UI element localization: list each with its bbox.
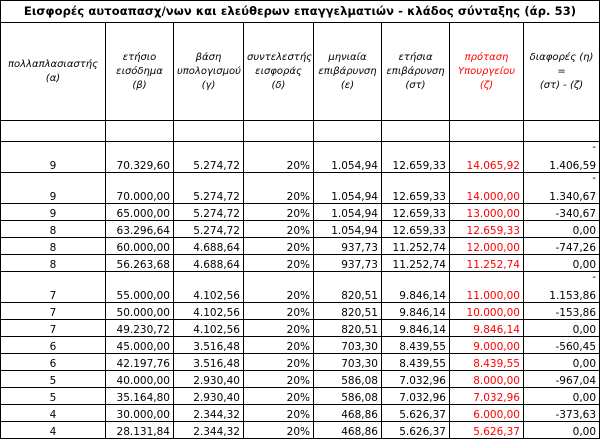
cell-annual-charge: 12.659,33	[382, 204, 450, 221]
cell-multiplier: 8	[1, 255, 106, 272]
header-calc-base: βάση υπολογισμού (γ)	[174, 23, 244, 121]
cell-difference	[524, 337, 600, 354]
cell-difference	[524, 405, 600, 422]
cell-calc-base: 4.688,64	[174, 255, 244, 272]
difference-value: -153,86	[555, 307, 597, 319]
table-row	[1, 272, 600, 303]
cell-annual-income: 65.000,00	[106, 204, 174, 221]
difference-minus-sign: -	[592, 271, 597, 283]
cell-calc-base: 2.930,40	[174, 388, 244, 405]
difference-value: 0,00	[572, 259, 597, 271]
cell-annual-charge: 12.659,33	[382, 173, 450, 204]
difference-value: 1.406,59	[549, 160, 597, 172]
cell-multiplier: 6	[1, 354, 106, 371]
cell-difference	[524, 272, 600, 303]
cell-multiplier: 9	[1, 142, 106, 173]
cell-monthly-charge: 468,86	[314, 422, 382, 439]
difference-value: 0,00	[572, 358, 597, 370]
cell-annual-charge: 9.846,14	[382, 272, 450, 303]
table-row	[1, 354, 600, 371]
cell-annual-income: 50.000,00	[106, 303, 174, 320]
cell-annual-income: 70.329,60	[106, 142, 174, 173]
cell-contribution-rate: 20%	[244, 142, 314, 173]
cell-calc-base: 4.102,56	[174, 320, 244, 337]
cell-difference	[524, 238, 600, 255]
cell-multiplier: 6	[1, 337, 106, 354]
cell-monthly-charge: 1.054,94	[314, 173, 382, 204]
cell-difference	[524, 388, 600, 405]
header-contribution-rate: συντελεστής εισφοράς (δ)	[244, 23, 314, 121]
cell-ministry-proposal: 5.626,37	[450, 422, 524, 439]
cell-monthly-charge: 937,73	[314, 238, 382, 255]
table-title: Εισφορές αυτοαπασχ/νων και ελεύθερων επαγγελματιών - κλάδος σύνταξης (άρ. 53)	[1, 1, 600, 23]
title-row	[1, 1, 600, 23]
cell-calc-base: 5.274,72	[174, 221, 244, 238]
difference-minus-sign: -	[592, 141, 597, 153]
cell-contribution-rate: 20%	[244, 303, 314, 320]
cell-monthly-charge: 1.054,94	[314, 142, 382, 173]
table-row	[1, 320, 600, 337]
cell-multiplier: 7	[1, 272, 106, 303]
difference-value: 0,00	[572, 324, 597, 336]
cell-annual-income: 28.131,84	[106, 422, 174, 439]
difference-value: 0,00	[572, 392, 597, 404]
header-annual-income: ετήσιο εισόδημα (β)	[106, 23, 174, 121]
cell-difference	[524, 255, 600, 272]
cell-multiplier: 7	[1, 303, 106, 320]
cell-multiplier: 5	[1, 388, 106, 405]
cell-annual-charge: 7.032,96	[382, 371, 450, 388]
cell-monthly-charge: 703,30	[314, 354, 382, 371]
cell-annual-income: 56.263,68	[106, 255, 174, 272]
cell-annual-income: 49.230,72	[106, 320, 174, 337]
cell-ministry-proposal: 11.000,00	[450, 272, 524, 303]
difference-value: -373,63	[555, 409, 597, 421]
cell-difference	[524, 204, 600, 221]
cell-multiplier: 9	[1, 173, 106, 204]
difference-value: -747,26	[555, 242, 597, 254]
cell-monthly-charge: 820,51	[314, 272, 382, 303]
cell-contribution-rate: 20%	[244, 371, 314, 388]
cell-annual-charge: 7.032,96	[382, 388, 450, 405]
difference-value: 0,00	[572, 225, 597, 237]
cell-ministry-proposal: 14.065,92	[450, 142, 524, 173]
table-row	[1, 142, 600, 173]
cell-annual-income: 45.000,00	[106, 337, 174, 354]
cell-contribution-rate: 20%	[244, 320, 314, 337]
cell-annual-charge: 8.439,55	[382, 337, 450, 354]
table-row	[1, 371, 600, 388]
cell-multiplier: 5	[1, 371, 106, 388]
difference-value: -967,04	[555, 375, 597, 387]
cell-ministry-proposal: 6.000,00	[450, 405, 524, 422]
cell-multiplier: 7	[1, 320, 106, 337]
table-row	[1, 238, 600, 255]
difference-value: 1.153,86	[549, 290, 597, 302]
cell-calc-base: 3.516,48	[174, 337, 244, 354]
cell-monthly-charge: 468,86	[314, 405, 382, 422]
table-row	[1, 204, 600, 221]
cell-monthly-charge: 1.054,94	[314, 204, 382, 221]
cell-monthly-charge: 1.054,94	[314, 221, 382, 238]
spacer-row	[1, 121, 600, 142]
cell-calc-base: 2.344,32	[174, 405, 244, 422]
cell-annual-charge: 9.846,14	[382, 320, 450, 337]
cell-annual-charge: 9.846,14	[382, 303, 450, 320]
cell-annual-charge: 8.439,55	[382, 354, 450, 371]
table-row	[1, 221, 600, 238]
difference-value: -560,45	[555, 341, 597, 353]
header-monthly-charge: μηνιαία επιβάρυνση (ε)	[314, 23, 382, 121]
cell-contribution-rate: 20%	[244, 405, 314, 422]
cell-difference	[524, 320, 600, 337]
cell-annual-charge: 5.626,37	[382, 422, 450, 439]
cell-annual-income: 70.000,00	[106, 173, 174, 204]
cell-multiplier: 8	[1, 238, 106, 255]
cell-monthly-charge: 586,08	[314, 371, 382, 388]
cell-contribution-rate: 20%	[244, 388, 314, 405]
cell-monthly-charge: 703,30	[314, 337, 382, 354]
cell-difference	[524, 221, 600, 238]
cell-difference	[524, 422, 600, 439]
cell-calc-base: 5.274,72	[174, 142, 244, 173]
header-ministry-proposal: πρόταση Υπουργείου (ζ)	[450, 23, 524, 121]
difference-minus-sign: -	[592, 172, 597, 184]
cell-contribution-rate: 20%	[244, 173, 314, 204]
cell-ministry-proposal: 7.032,96	[450, 388, 524, 405]
cell-difference	[524, 371, 600, 388]
cell-annual-income: 40.000,00	[106, 371, 174, 388]
cell-calc-base: 5.274,72	[174, 173, 244, 204]
difference-value: 1.340,67	[549, 191, 597, 203]
cell-calc-base: 5.274,72	[174, 204, 244, 221]
cell-contribution-rate: 20%	[244, 354, 314, 371]
cell-annual-charge: 12.659,33	[382, 142, 450, 173]
table-row	[1, 405, 600, 422]
cell-annual-income: 35.164,80	[106, 388, 174, 405]
cell-annual-income: 55.000,00	[106, 272, 174, 303]
header-differences: διαφορές (η) = (στ) - (ζ)	[524, 23, 600, 121]
cell-calc-base: 3.516,48	[174, 354, 244, 371]
cell-ministry-proposal: 9.000,00	[450, 337, 524, 354]
table-row	[1, 173, 600, 204]
cell-calc-base: 4.688,64	[174, 238, 244, 255]
cell-ministry-proposal: 13.000,00	[450, 204, 524, 221]
cell-contribution-rate: 20%	[244, 337, 314, 354]
cell-difference	[524, 354, 600, 371]
cell-multiplier: 8	[1, 221, 106, 238]
cell-annual-income: 60.000,00	[106, 238, 174, 255]
table-body	[1, 142, 600, 439]
cell-difference	[524, 142, 600, 173]
cell-monthly-charge: 586,08	[314, 388, 382, 405]
cell-ministry-proposal: 10.000,00	[450, 303, 524, 320]
cell-contribution-rate: 20%	[244, 238, 314, 255]
cell-monthly-charge: 820,51	[314, 320, 382, 337]
cell-multiplier: 9	[1, 204, 106, 221]
difference-value: 0,00	[572, 426, 597, 438]
cell-calc-base: 4.102,56	[174, 272, 244, 303]
table-row	[1, 255, 600, 272]
cell-ministry-proposal: 14.000,00	[450, 173, 524, 204]
table-row	[1, 388, 600, 405]
header-row	[1, 23, 600, 121]
cell-annual-charge: 11.252,74	[382, 238, 450, 255]
cell-ministry-proposal: 8.439,55	[450, 354, 524, 371]
cell-ministry-proposal: 9.846,14	[450, 320, 524, 337]
cell-ministry-proposal: 11.252,74	[450, 255, 524, 272]
cell-calc-base: 2.930,40	[174, 371, 244, 388]
cell-ministry-proposal: 12.659,33	[450, 221, 524, 238]
cell-annual-charge: 5.626,37	[382, 405, 450, 422]
cell-annual-income: 42.197,76	[106, 354, 174, 371]
cell-contribution-rate: 20%	[244, 272, 314, 303]
cell-monthly-charge: 937,73	[314, 255, 382, 272]
cell-calc-base: 2.344,32	[174, 422, 244, 439]
cell-annual-charge: 12.659,33	[382, 221, 450, 238]
cell-annual-income: 30.000,00	[106, 405, 174, 422]
cell-multiplier: 4	[1, 422, 106, 439]
cell-monthly-charge: 820,51	[314, 303, 382, 320]
table-row	[1, 303, 600, 320]
cell-difference	[524, 173, 600, 204]
cell-contribution-rate: 20%	[244, 422, 314, 439]
header-multiplier: πολλαπλασιαστής (α)	[1, 23, 106, 121]
cell-calc-base: 4.102,56	[174, 303, 244, 320]
cell-ministry-proposal: 8.000,00	[450, 371, 524, 388]
cell-contribution-rate: 20%	[244, 255, 314, 272]
cell-multiplier: 4	[1, 405, 106, 422]
cell-difference	[524, 303, 600, 320]
cell-annual-charge: 11.252,74	[382, 255, 450, 272]
cell-annual-income: 63.296,64	[106, 221, 174, 238]
table-row	[1, 422, 600, 439]
cell-contribution-rate: 20%	[244, 221, 314, 238]
table-row	[1, 337, 600, 354]
cell-contribution-rate: 20%	[244, 204, 314, 221]
difference-value: -340,67	[555, 208, 597, 220]
header-annual-charge: ετήσια επιβάρυνση (στ)	[382, 23, 450, 121]
cell-ministry-proposal: 12.000,00	[450, 238, 524, 255]
